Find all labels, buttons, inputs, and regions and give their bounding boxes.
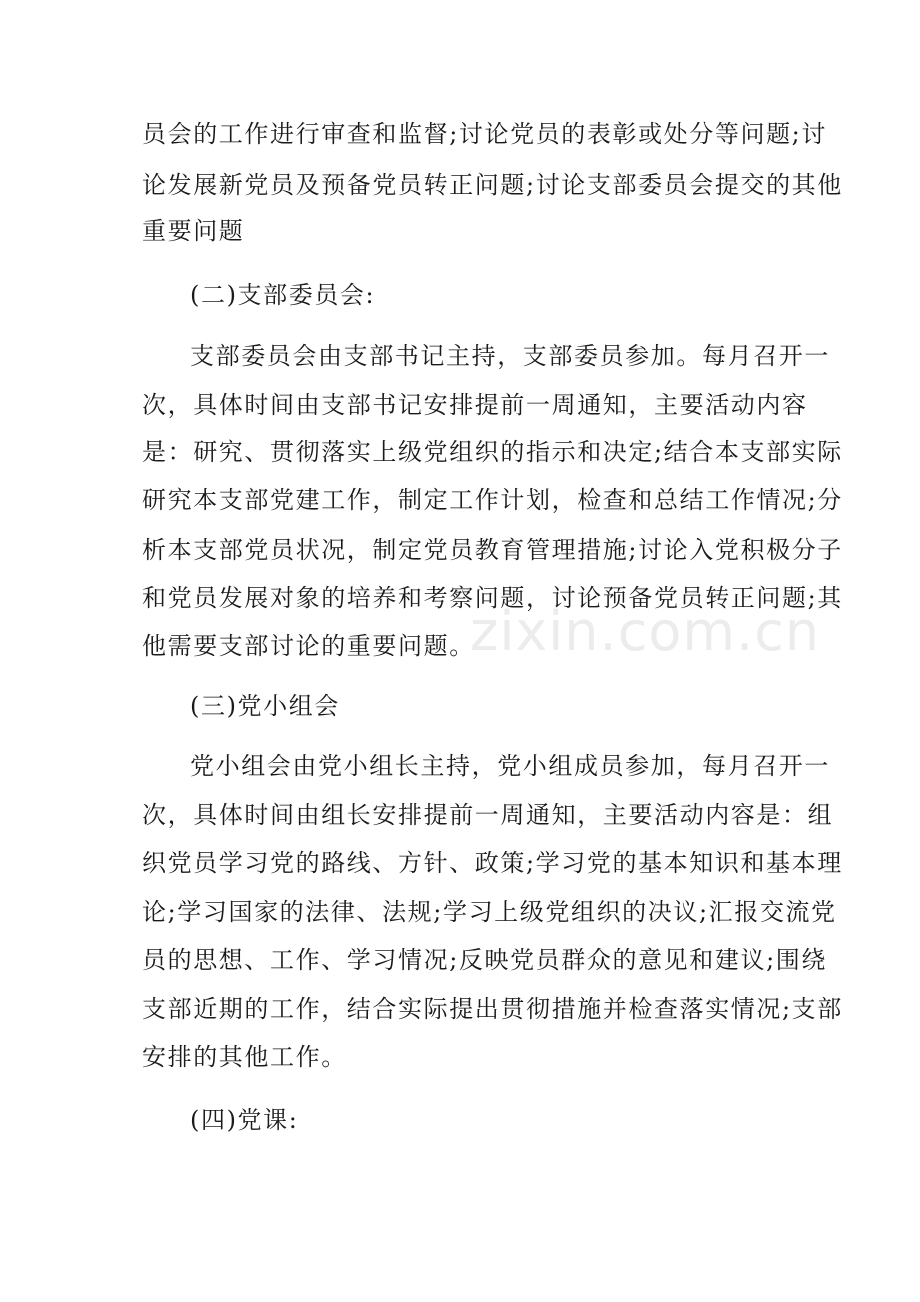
section-heading: (四)党课: xyxy=(190,1106,299,1134)
text-line: 支部委员会由支部书记主持，支部委员参加。每月召开一 xyxy=(190,342,830,370)
section-heading: (二)支部委员会: xyxy=(190,281,376,309)
text-line: 次，具体时间由组长安排提前一周通知，主要活动内容是：组 xyxy=(142,801,834,829)
text-line: 析本支部党员状况，制定党员教育管理措施;讨论入党积极分子 xyxy=(142,536,843,564)
text-line: 重要问题 xyxy=(142,217,245,245)
text-line: 论发展新党员及预备党员转正问题;讨论支部委员会提交的其他 xyxy=(142,171,843,199)
text-line: 是：研究、贯彻落实上级党组织的指示和决定;结合本支部实际 xyxy=(142,438,843,466)
section-heading: (三)党小组会 xyxy=(190,692,340,720)
text-line: 安排的其他工作。 xyxy=(142,1043,347,1071)
watermark: zixin.com.cn xyxy=(470,600,821,663)
text-line: 织党员学习党的路线、方针、政策;学习党的基本知识和基本理 xyxy=(142,849,843,877)
text-line: 党小组会由党小组长主持，党小组成员参加，每月召开一 xyxy=(190,752,830,780)
text-line: 论;学习国家的法律、法规;学习上级党组织的决议;汇报交流党 xyxy=(142,898,837,926)
text-line: 员会的工作进行审查和监督;讨论党员的表彰或处分等问题;讨 xyxy=(142,120,827,148)
text-line: 他需要支部讨论的重要问题。 xyxy=(142,632,475,660)
text-line: 和党员发展对象的培养和考察问题，讨论预备党员转正问题;其 xyxy=(142,584,843,612)
text-line: 员的思想、工作、学习情况;反映党员群众的意见和建议;围绕 xyxy=(142,946,827,974)
text-line: 次，具体时间由支部书记安排提前一周通知，主要活动内容 xyxy=(142,391,808,419)
text-line: 支部近期的工作，结合实际提出贯彻措施并检查落实情况;支部 xyxy=(142,995,843,1023)
text-line: 研究本支部党建工作，制定工作计划，检查和总结工作情况;分 xyxy=(142,486,843,514)
